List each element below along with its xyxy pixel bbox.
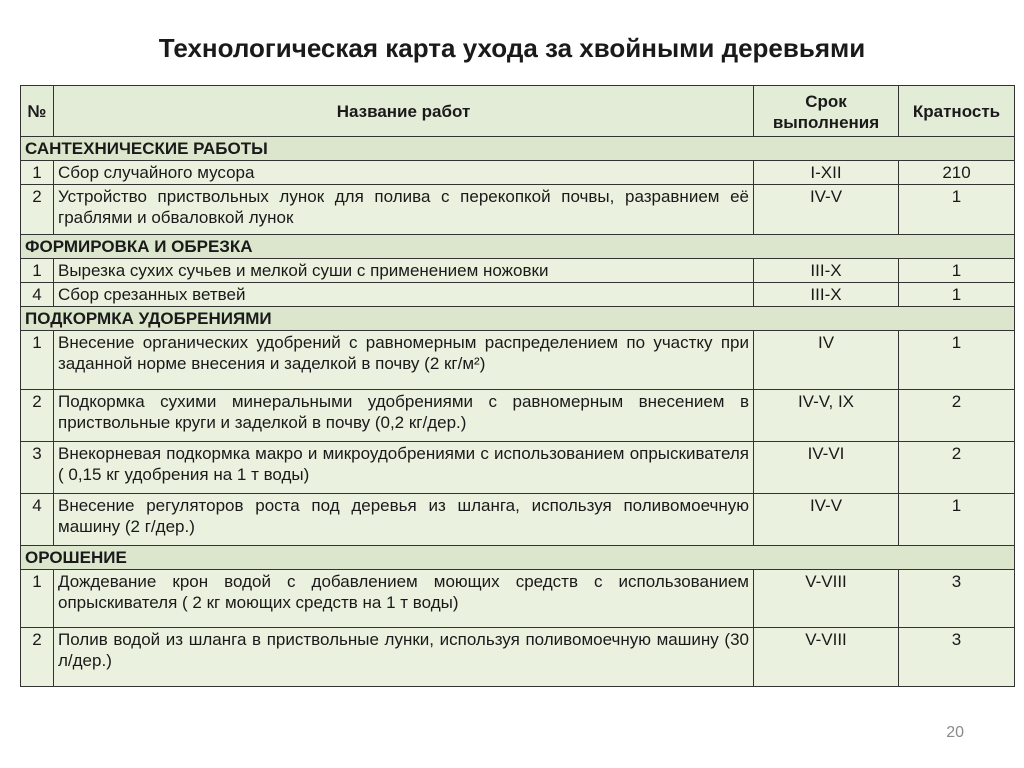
row-name: Внекорневая подкормка макро и микроудобрениями с использованием опрыскивателя ( 0,15 кг удобрения на 1 т воды) xyxy=(54,442,754,494)
row-term: IV-V xyxy=(754,494,899,546)
row-name: Дождевание крон водой с добавлением моющих средств с использованием опрыскивателя ( 2 кг моющих средств на 1 т воды) xyxy=(54,570,754,628)
page-title: Технологическая карта ухода за хвойными деревьями xyxy=(158,33,866,63)
section-row xyxy=(21,137,1015,161)
header-freq: Кратность xyxy=(899,86,1015,137)
row-name: Сбор случайного мусора xyxy=(54,161,754,185)
row-num: 1 xyxy=(21,331,54,390)
row-name: Внесение регуляторов роста под деревья из шланга, используя поливомоечную машину (2 г/дер.) xyxy=(54,494,754,546)
section-title: ФОРМИРОВКА И ОБРЕЗКА xyxy=(21,235,1015,259)
row-name: Подкормка сухими минеральными удобрениями с равномерным внесением в приствольные круги и заделкой в почву (0,2 кг/дер.) xyxy=(54,390,754,442)
table-row xyxy=(21,628,1015,687)
row-freq: 1 xyxy=(899,259,1015,283)
row-name: Устройство приствольных лунок для полива с перекопкой почвы, разравнием её граблями и обваловкой лунок xyxy=(54,185,754,235)
row-num: 4 xyxy=(21,283,54,307)
table-row xyxy=(21,259,1015,283)
row-term: IV xyxy=(754,331,899,390)
section-row xyxy=(21,546,1015,570)
header-name: Название работ xyxy=(54,86,754,137)
row-name: Вырезка сухих сучьев и мелкой суши с применением ножовки xyxy=(54,259,754,283)
row-freq: 1 xyxy=(899,283,1015,307)
row-freq: 210 xyxy=(899,161,1015,185)
table-row xyxy=(21,283,1015,307)
row-freq: 1 xyxy=(899,331,1015,390)
table-row xyxy=(21,442,1015,494)
row-term: IV-V, IX xyxy=(754,390,899,442)
table-header-row xyxy=(21,86,1015,137)
row-term: III-X xyxy=(754,283,899,307)
row-term: V-VIII xyxy=(754,628,899,687)
section-row xyxy=(21,235,1015,259)
row-num: 3 xyxy=(21,442,54,494)
row-freq: 1 xyxy=(899,185,1015,235)
section-row xyxy=(21,307,1015,331)
row-name: Сбор срезанных ветвей xyxy=(54,283,754,307)
table-row xyxy=(21,161,1015,185)
care-table xyxy=(20,85,1015,687)
row-num: 2 xyxy=(21,185,54,235)
row-freq: 3 xyxy=(899,570,1015,628)
row-term: III-X xyxy=(754,259,899,283)
table-row xyxy=(21,570,1015,628)
row-freq: 1 xyxy=(899,494,1015,546)
table-row xyxy=(21,494,1015,546)
page-number: 20 xyxy=(946,724,964,741)
table-row xyxy=(21,331,1015,390)
row-num: 1 xyxy=(21,570,54,628)
row-num: 2 xyxy=(21,390,54,442)
row-term: V-VIII xyxy=(754,570,899,628)
section-title: ПОДКОРМКА УДОБРЕНИЯМИ xyxy=(21,307,1015,331)
row-num: 2 xyxy=(21,628,54,687)
table-row xyxy=(21,390,1015,442)
row-name: Внесение органических удобрений с равномерным распределением по участку при заданной норме внесения и заделкой в почву (2 кг/м²) xyxy=(54,331,754,390)
row-num: 4 xyxy=(21,494,54,546)
header-term: Срок выполнения xyxy=(754,86,899,137)
header-num: № xyxy=(21,86,54,137)
section-title: САНТЕХНИЧЕСКИЕ РАБОТЫ xyxy=(21,137,1015,161)
row-term: IV-VI xyxy=(754,442,899,494)
row-freq: 2 xyxy=(899,390,1015,442)
row-term: I-XII xyxy=(754,161,899,185)
row-freq: 3 xyxy=(899,628,1015,687)
table-row xyxy=(21,185,1015,235)
row-num: 1 xyxy=(21,161,54,185)
row-freq: 2 xyxy=(899,442,1015,494)
section-title: ОРОШЕНИЕ xyxy=(21,546,1015,570)
row-num: 1 xyxy=(21,259,54,283)
row-name: Полив водой из шланга в приствольные лунки, используя поливомоечную машину (30 л/дер.) xyxy=(54,628,754,687)
row-term: IV-V xyxy=(754,185,899,235)
